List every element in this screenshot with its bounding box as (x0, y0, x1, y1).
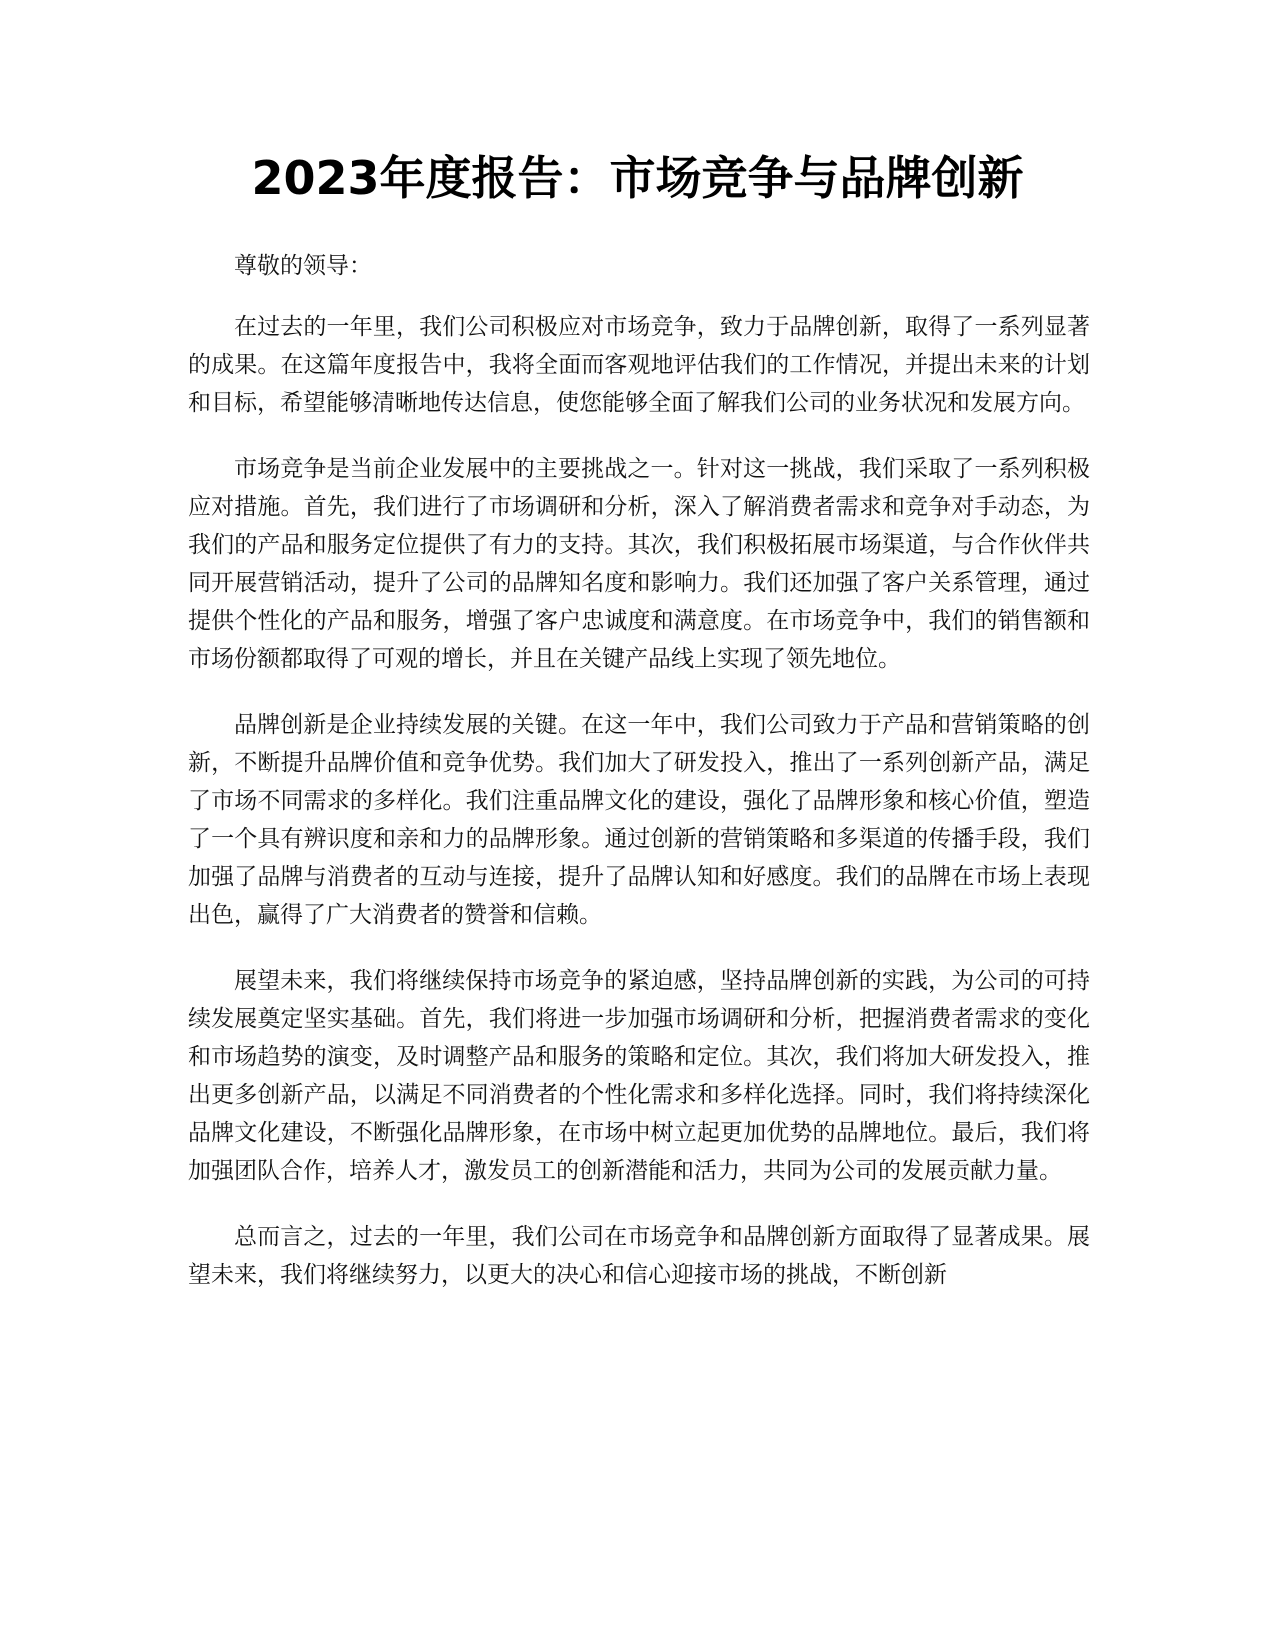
paragraph-brand-innovation: 品牌创新是企业持续发展的关键。在这一年中，我们公司致力于产品和营销策略的创新，不断提升品牌价值和竞争优势。我们加大了研发投入，推出了一系列创新产品，满足了市场不同需求的多样化。我们注重品牌文化的建设，强化了品牌形象和核心价值，塑造了一个具有辨识度和亲和力的品牌形象。通过创新的营销策略和多渠道的传播手段，我们加强了品牌与消费者的互动与连接，提升了品牌认知和好感度。我们的品牌在市场上表现出色，赢得了广大消费者的赞誉和信赖。 (188, 712, 1090, 928)
paragraph-summary: 总而言之，过去的一年里，我们公司在市场竞争和品牌创新方面取得了显著成果。展望未来，我们将继续努力，以更大的决心和信心迎接市场的挑战，不断创新 (188, 1224, 1090, 1288)
salutation: 尊敬的领导： (234, 253, 372, 279)
paragraph-intro: 在过去的一年里，我们公司积极应对市场竞争，致力于品牌创新，取得了一系列显著的成果。在这篇年度报告中，我将全面而客观地评估我们的工作情况，并提出未来的计划和目标，希望能够清晰地传达信息，使您能够全面了解我们公司的业务状况和发展方向。 (188, 314, 1090, 416)
paragraph-market-competition: 市场竞争是当前企业发展中的主要挑战之一。针对这一挑战，我们采取了一系列积极应对措施。首先，我们进行了市场调研和分析，深入了解消费者需求和竞争对手动态，为我们的产品和服务定位提供了有力的支持。其次，我们积极拓展市场渠道，与合作伙伴共同开展营销活动，提升了公司的品牌知名度和影响力。我们还加强了客户关系管理，通过提供个性化的产品和服务，增强了客户忠诚度和满意度。在市场竞争中，我们的销售额和市场份额都取得了可观的增长，并且在关键产品线上实现了领先地位。 (188, 456, 1090, 672)
paragraph-outlook: 展望未来，我们将继续保持市场竞争的紧迫感，坚持品牌创新的实践，为公司的可持续发展奠定坚实基础。首先，我们将进一步加强市场调研和分析，把握消费者需求的变化和市场趋势的演变，及时调整产品和服务的策略和定位。其次，我们将加大研发投入，推出更多创新产品，以满足不同消费者的个性化需求和多样化选择。同时，我们将持续深化品牌文化建设，不断强化品牌形象，在市场中树立起更加优势的品牌地位。最后，我们将加强团队合作，培养人才，激发员工的创新潜能和活力，共同为公司的发展贡献力量。 (188, 968, 1090, 1184)
document-title: 2023年度报告：市场竞争与品牌创新 (251, 151, 1024, 205)
document-body (188, 308, 1090, 1322)
